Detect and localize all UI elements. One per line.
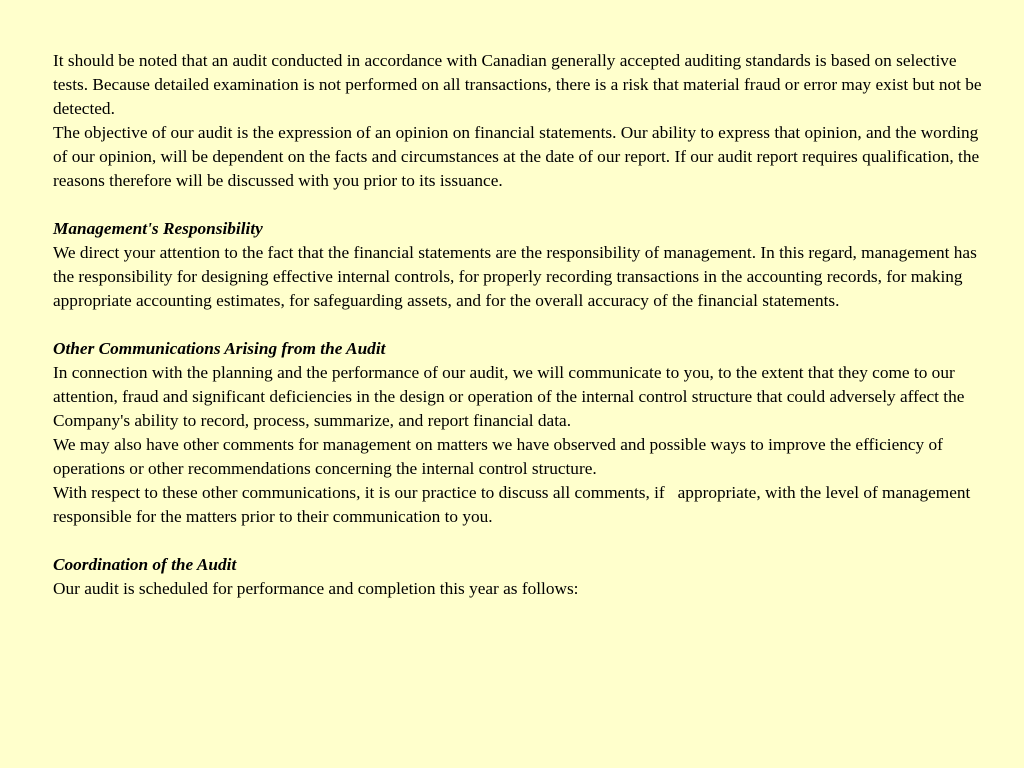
document-body (53, 49, 988, 601)
section-spacer (53, 313, 988, 337)
intro-paragraph-2: The objective of our audit is the expression of an opinion on financial statements. Our ability to express that opinion, and the wording of our opinion, will be dependent on the facts and circumstances at the date of our report. If our audit report requires qualification, the reasons therefore will be discussed with you prior to its issuance. (53, 123, 984, 190)
communications-paragraph-2: We may also have other comments for management on matters we have observed and possible ways to improve the efficiency of operations or other recommendations concerning the internal control structure. (53, 435, 948, 478)
communications-paragraph-1: In connection with the planning and the performance of our audit, we will communicate to you, to the extent that they come to our attention, fraud and significant deficiencies in the design or operation of the internal control structure that could adversely affect the Company's ability to record, process, summarize, and report financial data. (53, 363, 969, 430)
coordination-heading: Coordination of the Audit (53, 555, 237, 574)
coordination-paragraph: Our audit is scheduled for performance and completion this year as follows: (53, 579, 579, 598)
communications-heading: Other Communications Arising from the Audit (53, 339, 386, 358)
section-spacer (53, 529, 988, 553)
management-paragraph: We direct your attention to the fact that the financial statements are the responsibility of management. In this regard, management has the responsibility for designing effective internal controls, for properly recording transactions in the accounting records, for making appropriate accounting estimates, for safeguarding assets, and for the overall accuracy of the financial statements. (53, 243, 982, 310)
management-heading: Management's Responsibility (53, 219, 263, 238)
intro-paragraph-1: It should be noted that an audit conducted in accordance with Canadian generally accepted auditing standards is based on selective tests. Because detailed examination is not performed on all transactions, there is a risk that material fraud or error may exist but not be detected. (53, 51, 986, 118)
section-spacer (53, 193, 988, 217)
communications-paragraph-3: With respect to these other communications, it is our practice to discuss all comments, if appropriate, with the level of management responsible for the matters prior to their communication to you. (53, 483, 975, 526)
